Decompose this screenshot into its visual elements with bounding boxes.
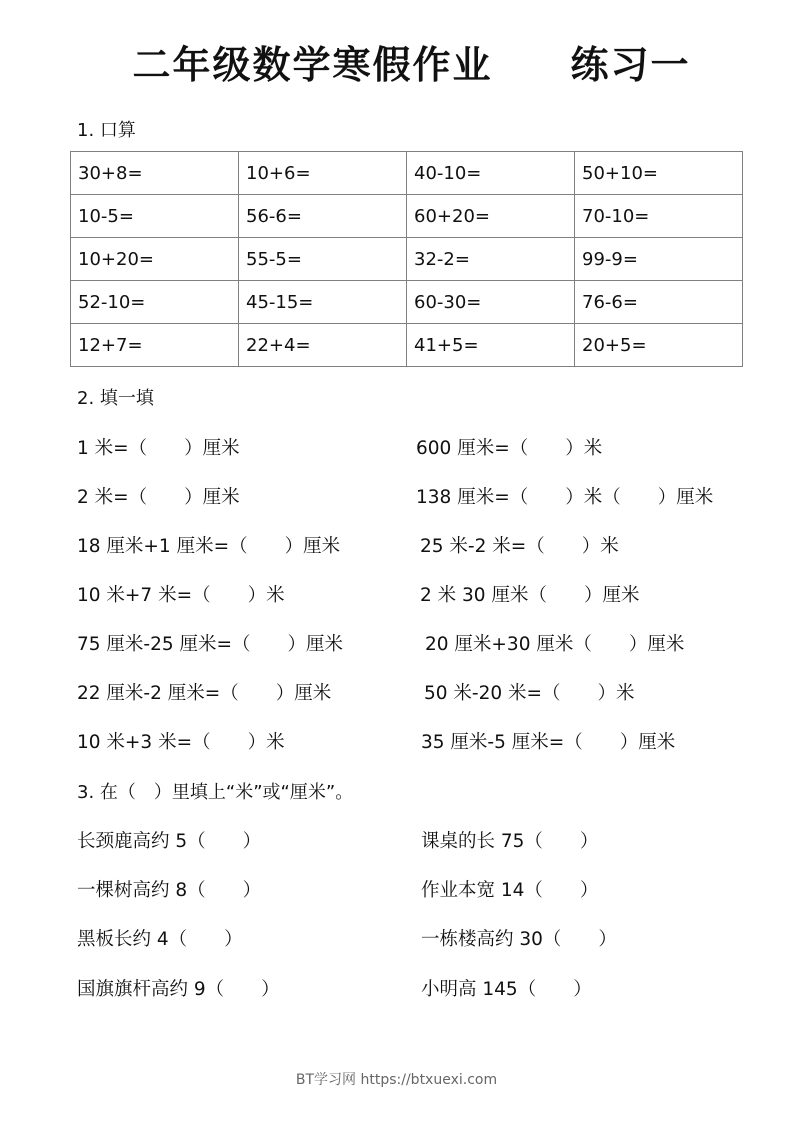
fill-item: 50 米-20 米=（ ）米: [424, 683, 635, 704]
fill-item: 2 米=（ ）厘米: [77, 487, 240, 508]
table-cell: 45-15=: [239, 281, 407, 324]
unit-item: 课桌的长 75（ ）: [421, 831, 599, 852]
fill-item: 18 厘米+1 厘米=（ ）厘米: [77, 536, 341, 557]
unit-item: 国旗旗杆高约 9（ ）: [77, 979, 280, 1000]
table-cell: 60-30=: [407, 281, 575, 324]
fill-item: 10 米+3 米=（ ）米: [77, 732, 285, 753]
fill-item: 35 厘米-5 厘米=（ ）厘米: [421, 732, 676, 753]
section3-heading: 3. 在（ ）里填上“米”或“厘米”。: [77, 782, 354, 803]
fill-item: 10 米+7 米=（ ）米: [77, 585, 285, 606]
table-cell: 60+20=: [407, 195, 575, 238]
section1-heading: 1. 口算: [77, 120, 136, 141]
table-cell: 52-10=: [71, 281, 239, 324]
table-cell: 41+5=: [407, 324, 575, 367]
unit-item: 作业本宽 14（ ）: [421, 880, 599, 901]
fill-item: 2 米 30 厘米（ ）厘米: [420, 585, 640, 606]
fill-item: 1 米=（ ）厘米: [77, 438, 240, 459]
table-cell: 99-9=: [575, 238, 743, 281]
table-row: [71, 238, 743, 281]
unit-item: 一棵树高约 8（ ）: [77, 880, 262, 901]
table-cell: 70-10=: [575, 195, 743, 238]
table-cell: 40-10=: [407, 152, 575, 195]
fill-item: 20 厘米+30 厘米（ ）厘米: [425, 634, 685, 655]
table-cell: 22+4=: [239, 324, 407, 367]
unit-item: 一栋楼高约 30（ ）: [421, 929, 617, 950]
title-sub: 练习一: [570, 42, 691, 87]
fill-item: 75 厘米-25 厘米=（ ）厘米: [77, 634, 344, 655]
table-cell: 76-6=: [575, 281, 743, 324]
unit-item: 小明高 145（ ）: [421, 979, 592, 1000]
fill-item: 25 米-2 米=（ ）米: [420, 536, 619, 557]
fill-item: 600 厘米=（ ）米: [416, 438, 603, 459]
unit-item: 长颈鹿高约 5（ ）: [77, 831, 262, 852]
table-cell: 32-2=: [407, 238, 575, 281]
table-cell: 12+7=: [71, 324, 239, 367]
table-cell: 10+6=: [239, 152, 407, 195]
table-row: [71, 281, 743, 324]
footer-watermark: BT学习网 https://btxuexi.com: [295, 1072, 498, 1088]
unit-item: 黑板长约 4（ ）: [77, 929, 243, 950]
table-row: [71, 324, 743, 367]
table-cell: 55-5=: [239, 238, 407, 281]
fill-item: 22 厘米-2 厘米=（ ）厘米: [77, 683, 332, 704]
table-row: [71, 152, 743, 195]
table-cell: 20+5=: [575, 324, 743, 367]
table-cell: 56-6=: [239, 195, 407, 238]
table-cell: 30+8=: [71, 152, 239, 195]
table-cell: 10+20=: [71, 238, 239, 281]
page-title: [0, 38, 793, 92]
title-main: 二年级数学寒假作业: [132, 42, 493, 87]
fill-item: 138 厘米=（ ）米（ ）厘米: [416, 487, 714, 508]
section2-heading: 2. 填一填: [77, 388, 154, 409]
table-cell: 10-5=: [71, 195, 239, 238]
table-row: [71, 195, 743, 238]
calc-table: [70, 151, 743, 367]
table-cell: 50+10=: [575, 152, 743, 195]
